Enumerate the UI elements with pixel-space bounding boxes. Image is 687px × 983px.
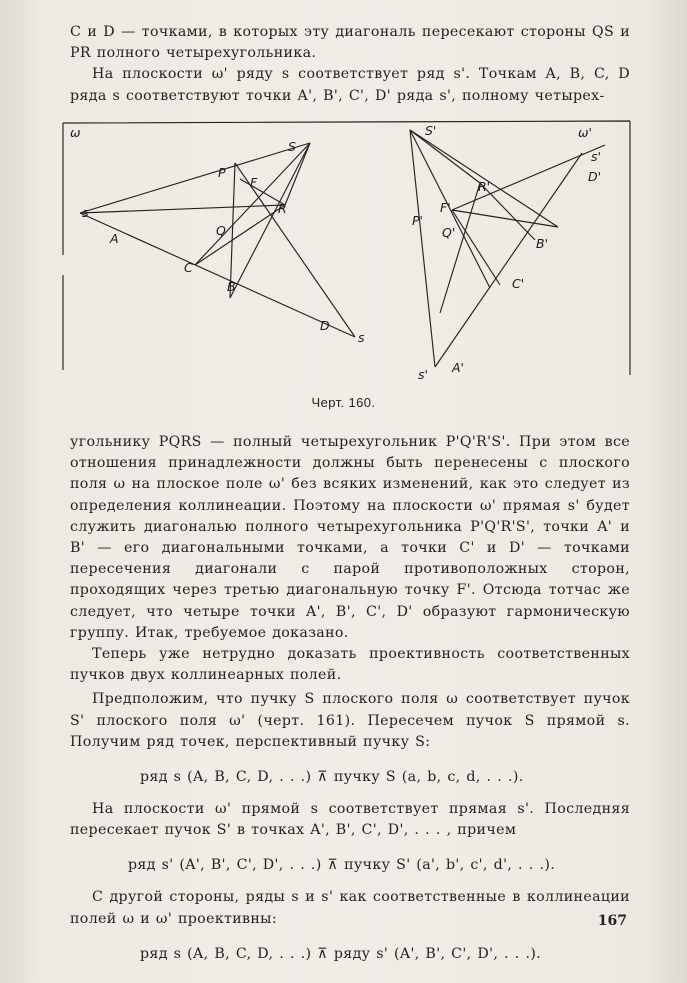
label-B-prime: B': [536, 236, 549, 251]
body-paragraph-2: Теперь уже нетрудно доказать проективность соответственных пучков двух коллинеарных полей.: [70, 646, 630, 684]
label-omega-prime: ω': [578, 125, 592, 140]
label-s-prime-bottom: s': [418, 367, 428, 382]
label-D-prime: D': [588, 169, 602, 184]
formula-1: ряд s (A, B, C, D, . . .) ⊼ пучку S (a, b, c, d, . . .).: [140, 769, 524, 786]
label-F: F: [250, 175, 258, 190]
label-A-prime: A': [452, 360, 464, 375]
figure-caption: Черт. 160.: [311, 395, 376, 410]
label-P-prime: P': [412, 213, 423, 228]
main-text: [70, 432, 630, 964]
formula-3: ряд s (A, B, C, D, . . .) ⊼ ряду s' (A', B', C', D', . . .).: [140, 945, 542, 962]
body-paragraph-5: С другой стороны, ряды s и s' как соответственные в коллинеации полей ω и ω' проективны:: [70, 889, 630, 927]
body-paragraph-3: Предположим, что пучку S плоского поля ω соответствует пучок S' плоского поля ω' (черт. 161). Пересечем пучок S прямой s. Получим ряд точек, перспективный пучку S:: [70, 691, 630, 750]
label-R: R: [278, 201, 287, 216]
body-paragraph-1: угольнику PQRS — полный четырехугольник P'Q'R'S'. При этом все отношения принадлежности должны быть перенесены с плоского поля ω на плоское поле ω' без всяких изменений, как это следует из определения коллинеации. Поэтому на плоскости ω' прямая s' будет служить диагональю полного четырехугольника P'Q'R'S', точки A' и B' — его диагональными точками, а точки C' и D' — точками пересечения диагонали с парой противоположных сторон, проходящих через третью диагональную точку F'. Отсюда тотчас же следует, что четыре точки A', B', C', D' образуют гармоническую группу. Итак, требуемое доказано.: [70, 434, 630, 641]
label-S-prime: S': [425, 123, 437, 138]
label-A: A: [110, 231, 119, 246]
label-s-left: s: [82, 205, 89, 220]
label-omega: ω: [70, 125, 81, 140]
label-D: D: [320, 318, 330, 333]
label-R-prime: R': [478, 179, 491, 194]
label-B: B: [227, 279, 236, 294]
label-s-right: s: [358, 330, 365, 345]
label-C-prime: C': [512, 276, 525, 291]
label-S: S: [288, 139, 296, 154]
page-number: 167: [597, 913, 627, 929]
label-F-prime: F': [440, 200, 451, 215]
formula-2: ряд s' (A', B', C', D', . . .) ⊼ пучку S' (a', b', c', d', . . .).: [128, 857, 556, 874]
label-s-prime-top: s': [591, 149, 601, 164]
top-paragraph-1: C и D — точками, в которых эту диагональ пересекают стороны QS и PR полного четырехугольника.: [70, 24, 630, 62]
top-paragraph-2: На плоскости ω' ряду s соответствует ряд s'. Точкам A, B, C, D ряда s соответствуют точки A', B', C', D' ряда s', полному четырех-: [70, 66, 630, 104]
label-C: C: [184, 260, 193, 275]
top-text: [70, 22, 630, 107]
figure-160: [60, 105, 640, 390]
figure-drawing: [60, 105, 640, 390]
label-Q-prime: Q': [442, 225, 456, 240]
label-Q: Q: [216, 223, 226, 238]
figure-labels: [70, 123, 601, 382]
body-paragraph-4: На плоскости ω' прямой s соответствует прямая s'. Последняя пересекает пучок S' в точках A', B', C', D', . . . , причем: [70, 801, 630, 839]
label-P: P: [218, 165, 226, 180]
